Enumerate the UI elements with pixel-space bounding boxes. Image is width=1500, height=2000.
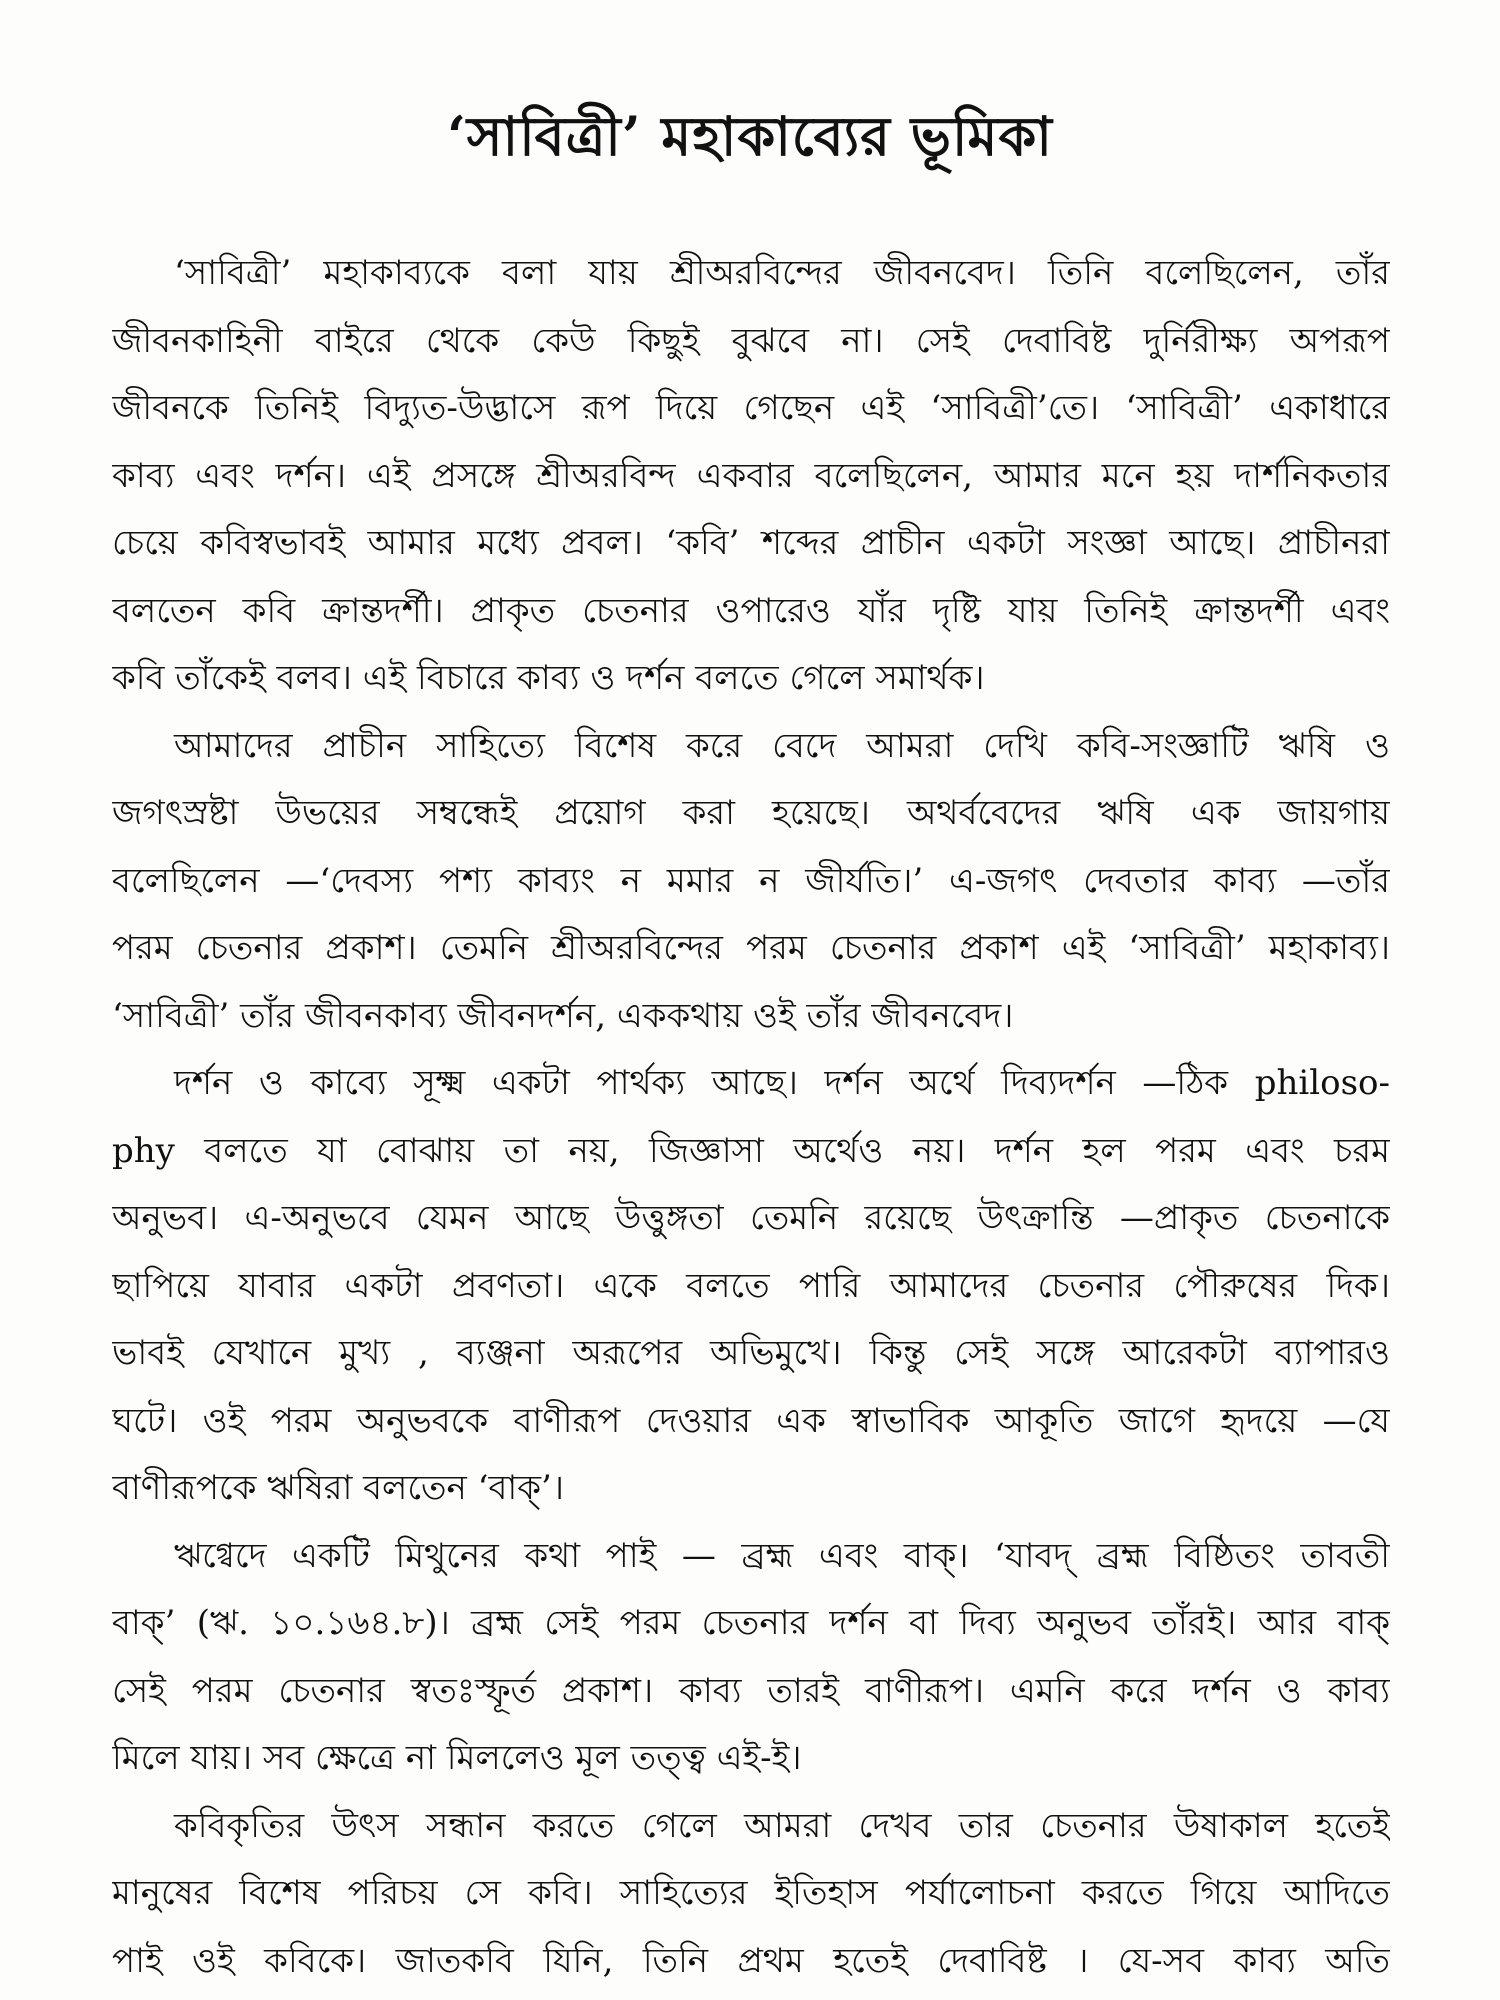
text-line: চেয়ে কবিস্বভাবই আমার মধ্যে প্রবল। ‘কবি’ শব্দের প্রাচীন একটা সংজ্ঞা আছে। প্রাচীনরা — [112, 523, 1390, 563]
text-line: কবিকৃতির উৎস সন্ধান করতে গেলে আমরা দেখব তার চেতনার উষাকাল হতেই — [174, 1805, 1390, 1846]
text-line: কাব্য এবং দর্শন। এই প্রসঙ্গে শ্রীঅরবিন্দ একবার বলেছিলেন, আমার মনে হয় দার্শনিকতার — [112, 455, 1390, 496]
text-line: দর্শন ও কাব্যে সূক্ষ্ম একটা পার্থক্য আছে। দর্শন অর্থে দিব্যদর্শন —ঠিক philoso- — [174, 1063, 1390, 1103]
text-line: জগৎস্রষ্টা উভয়ের সম্বন্ধেই প্রয়োগ করা হয়েছে। অথর্ববেদের ঋষি এক জায়গায় — [112, 793, 1390, 833]
paragraph-5 — [112, 1793, 1390, 1996]
text-line: ছাপিয়ে যাবার একটা প্রবণতা। একে বলতে পারি আমাদের চেতনার পৌরুষের দিক। — [112, 1265, 1390, 1306]
body-text — [112, 240, 1390, 1995]
text-line: আমাদের প্রাচীন সাহিত্যে বিশেষ করে বেদে আমরা দেখি কবি-সংজ্ঞাটি ঋষি ও — [174, 725, 1390, 766]
paragraph-4 — [112, 1523, 1390, 1793]
text-line: ‘সাবিত্রী’ তাঁর জীবনকাব্য জীবনদর্শন, এককথায় ওই তাঁর জীবনবেদ। — [112, 995, 1014, 1036]
text-line: পাই ওই কবিকে। জাতকবি যিনি, তিনি প্রথম হতেই দেবাবিষ্ট । যে-সব কাব্য অতি — [112, 1940, 1390, 1981]
page-title: ‘সাবিত্রী’ মহাকাব্যের ভূমিকা — [447, 104, 1053, 168]
text-line: কবি তাঁকেই বলব। এই বিচারে কাব্য ও দর্শন বলতে গেলে সমার্থক। — [112, 658, 985, 698]
paragraph-2 — [112, 713, 1390, 1051]
text-line: মানুষের বিশেষ পরিচয় সে কবি। সাহিত্যের ইতিহাস পর্যালোচনা করতে গিয়ে আদিতে — [112, 1873, 1390, 1913]
text-line: ঘটে। ওই পরম অনুভবকে বাণীরূপ দেওয়ার এক স্বাভাবিক আকূতি জাগে হৃদয়ে —যে — [112, 1400, 1390, 1441]
paragraph-3 — [112, 1050, 1390, 1523]
text-line: সেই পরম চেতনার স্বতঃস্ফূর্ত প্রকাশ। কাব্য তারই বাণীরূপ। এমনি করে দর্শন ও কাব্য — [112, 1670, 1390, 1711]
text-line: জীবনকে তিনিই বিদ্যুত-উদ্ভাসে রূপ দিয়ে গেছেন এই ‘সাবিত্রী’তে। ‘সাবিত্রী’ একাধারে — [112, 388, 1390, 428]
text-line: অনুভব। এ-অনুভবে যেমন আছে উত্তুঙ্গতা তেমনি রয়েছে উৎক্রান্তি —প্রাকৃত চেতনাকে — [112, 1198, 1390, 1238]
text-line: জীবনকাহিনী বাইরে থেকে কেউ কিছুই বুঝবে না। সেই দেবাবিষ্ট দুর্নিরীক্ষ্য অপরূপ — [112, 320, 1390, 361]
text-line: মিলে যায়। সব ক্ষেত্রে না মিললেও মূল তত্ত্ব এই-ই। — [112, 1738, 802, 1778]
text-line: বাণীরূপকে ঋষিরা বলতেন ‘বাক্’। — [112, 1468, 565, 1508]
text-line: বাক্’ (ঋ. ১০.১৬৪.৮)। ব্রহ্ম সেই পরম চেতনার দর্শন বা দিব্য অনুভব তাঁরই। আর বাক্ — [112, 1603, 1390, 1643]
text-line: বলতেন কবি ক্রান্তদর্শী। প্রাকৃত চেতনার ওপারেও যাঁর দৃষ্টি যায় তিনিই ক্রান্তদর্শী এবং — [112, 590, 1390, 631]
text-line: ঋগ্বেদে একটি মিথুনের কথা পাই — ব্রহ্ম এবং বাক্। ‘যাবদ্ ব্রহ্ম বিষ্ঠিতং তাবতী — [174, 1535, 1390, 1576]
text-line: বলেছিলেন —‘দেবস্য পশ্য কাব্যং ন মমার ন জীর্যতি।’ এ-জগৎ দেবতার কাব্য —তাঁর — [112, 860, 1390, 901]
text-line: ভাবই যেখানে মুখ্য , ব্যঞ্জনা অরূপের অভিমুখে। কিন্তু সেই সঙ্গে আরেকটা ব্যাপারও — [112, 1333, 1390, 1373]
text-line: পরম চেতনার প্রকাশ। তেমনি শ্রীঅরবিন্দের পরম চেতনার প্রকাশ এই ‘সাবিত্রী’ মহাকাব্য। — [112, 928, 1390, 968]
text-line: phy বলতে যা বোঝায় তা নয়, জিজ্ঞাসা অর্থেও নয়। দর্শন হল পরম এবং চরম — [112, 1130, 1390, 1171]
text-line: ‘সাবিত্রী’ মহাকাব্যকে বলা যায় শ্রীঅরবিন্দের জীবনবেদ। তিনি বলেছিলেন, তাঁর — [174, 253, 1390, 293]
paragraph-1 — [112, 240, 1390, 713]
